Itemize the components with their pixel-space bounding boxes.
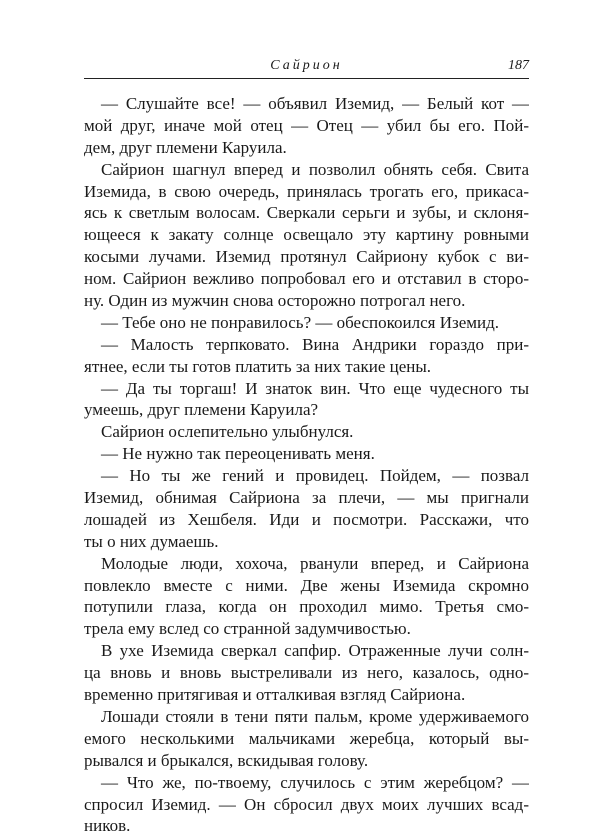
text-line: мой друг, иначе мой отец — Отец — убил бы его. Пой- — [84, 115, 529, 135]
text-line: ясь к светлым волосам. Сверкали серьги и зубы, и склоня- — [84, 203, 529, 223]
text-line: спросил Иземид. — Он сбросил двух моих лучших всад- — [84, 794, 529, 814]
text-line: емого несколькими мальчиками жеребца, который вы- — [84, 728, 529, 748]
text-line: — Что же, по-твоему, случилось с этим жеребцом? — — [101, 772, 529, 792]
text-line: Сайрион ослепительно улыбнулся. — [101, 422, 354, 442]
text-line: лошадей из Хешбеля. Иди и посмотри. Расскажи, что — [84, 509, 529, 529]
running-head — [84, 58, 529, 78]
text-line: временно притягивая и отталкивая взгляд Сайриона. — [84, 685, 466, 705]
text-line: — Тебе оно не понравилось? — обеспокоился Иземид. — [101, 312, 500, 332]
text-line: В ухе Иземида сверкал сапфир. Отраженные лучи солн- — [101, 641, 529, 661]
text-line: Иземид, обнимая Сайриона за плечи, — мы пригнали — [84, 488, 529, 508]
text-line: — Но ты же гений и провидец. Пойдем, — позвал — [101, 466, 529, 486]
text-line: косыми лучами. Иземид протянул Сайриону кубок с ви- — [84, 247, 529, 267]
text-line: — Слушайте все! — объявил Иземид, — Белый кот — — [101, 94, 529, 113]
text-line: дем, друг племени Каруила. — [84, 137, 287, 157]
text-line: — Малость терпковато. Вина Андрики гораздо при- — [101, 334, 529, 354]
text-line: рывался и брыкался, вскидывая голову. — [84, 750, 369, 770]
text-line: Молодые люди, хохоча, рванули вперед, и Сайриона — [101, 553, 529, 573]
text-line: Иземида, в свою очередь, принялась трогать его, прикаса- — [84, 181, 529, 201]
body-text — [84, 93, 529, 837]
header-rule — [84, 78, 529, 79]
page-number: 187 — [508, 58, 529, 73]
text-line: ников. — [84, 816, 131, 836]
text-line: — Не нужно так переоценивать меня. — [101, 444, 375, 464]
text-line: Лошади стояли в тени пяти пальм, кроме удерживаемого — [101, 706, 529, 726]
text-line: ты о них думаешь. — [84, 531, 219, 551]
running-title: Сайрион — [270, 58, 343, 73]
text-line: ятнее, если ты готов платить за них такие цены. — [84, 356, 432, 376]
text-line: Сайрион шагнул вперед и позволил обнять себя. Свита — [101, 159, 529, 179]
text-line: трела ему вслед со странной задумчивостью. — [84, 619, 411, 639]
text-line: ющееся к закату солнце освещало эту картину ровными — [84, 225, 529, 245]
text-line: повлекло вместе с ними. Две жены Иземида скромно — [84, 575, 529, 595]
text-line: — Да ты торгаш! И знаток вин. Что еще чудесного ты — [101, 378, 529, 398]
text-line: ном. Сайрион вежливо попробовал его и отставил в сторо- — [84, 269, 529, 289]
text-line: потупили глаза, когда он проходил мимо. Третья смо- — [84, 597, 529, 617]
text-line: ца вновь и вновь выстреливали из него, казалось, одно- — [84, 663, 529, 683]
text-line: ну. Один из мужчин снова осторожно потрогал него. — [84, 291, 466, 311]
text-line: умеешь, друг племени Каруила? — [84, 400, 319, 420]
